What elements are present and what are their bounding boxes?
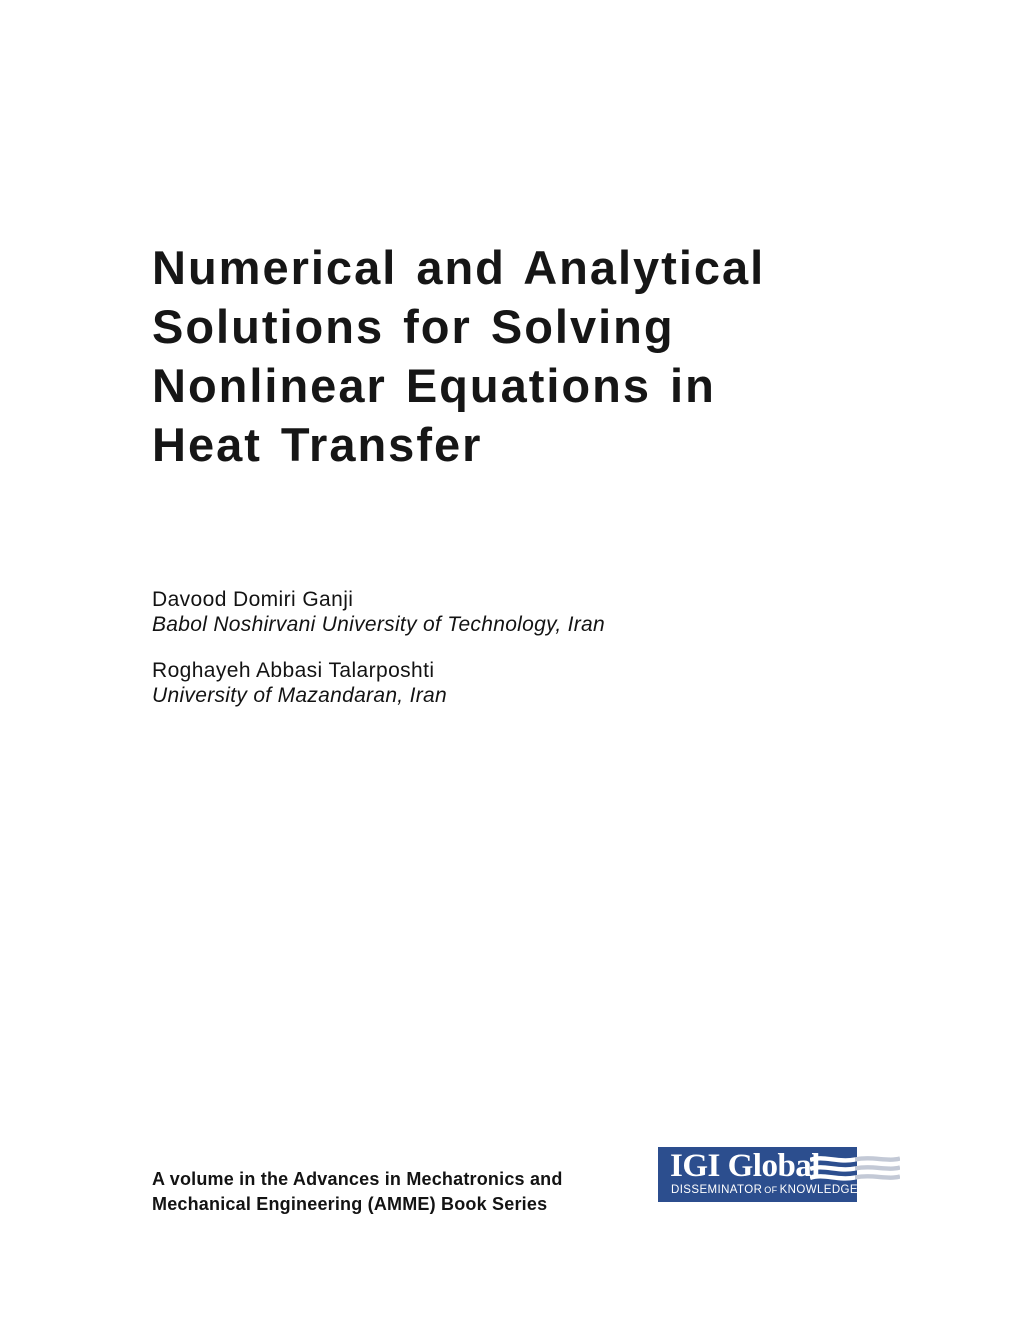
title-line-1: Numerical and Analytical [152, 241, 766, 294]
publisher-tagline [671, 1184, 858, 1196]
tagline-word: KNOWLEDGE [779, 1184, 858, 1196]
author-name: Davood Domiri Ganji [152, 588, 354, 611]
author-block [152, 658, 605, 708]
series-note-line-1: A volume in the Advances in Mechatronics and [152, 1169, 563, 1189]
waves-icon [810, 1154, 900, 1184]
title-line-2: Solutions for Solving [152, 300, 675, 353]
author-name: Roghayeh Abbasi Talarposhti [152, 659, 435, 682]
author-affiliation: University of Mazandaran, Iran [152, 684, 447, 707]
author-affiliation: Babol Noshirvani University of Technology, Iran [152, 613, 605, 636]
series-note-line-2: Mechanical Engineering (AMME) Book Series [152, 1194, 548, 1214]
publisher-logo [658, 1147, 908, 1203]
series-note [152, 1167, 563, 1217]
publisher-brand-name: IGI Global [670, 1148, 820, 1184]
tagline-word: DISSEMINATOR [671, 1184, 763, 1196]
tagline-word-of: OF [764, 1185, 778, 1195]
title-line-3: Nonlinear Equations in [152, 359, 716, 412]
title-line-4: Heat Transfer [152, 418, 483, 471]
book-title [152, 238, 765, 474]
authors-section [152, 587, 605, 729]
author-block [152, 587, 605, 637]
